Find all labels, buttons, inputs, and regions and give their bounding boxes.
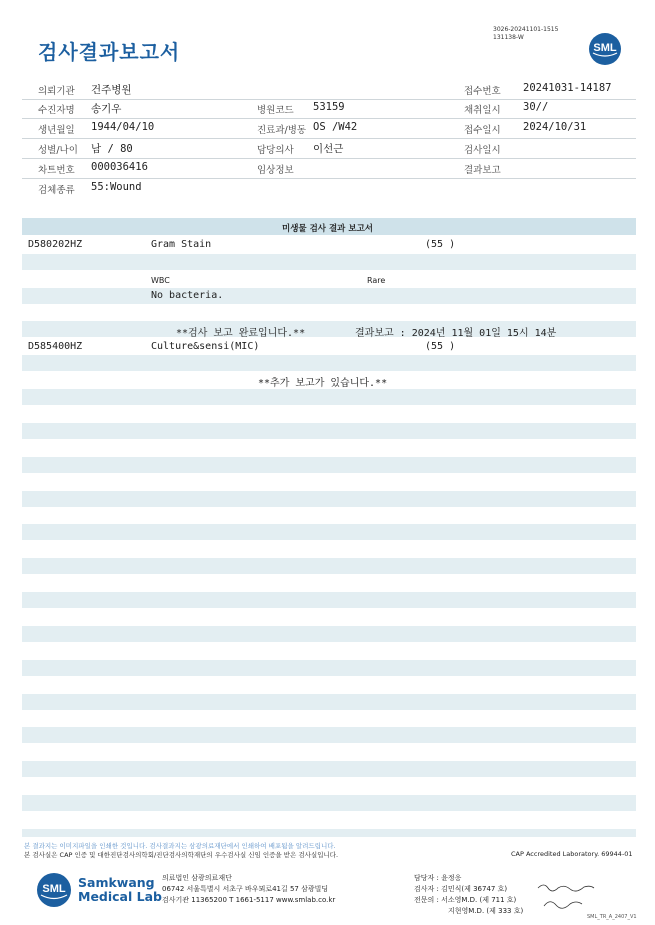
info-label: 임상정보 xyxy=(257,165,294,176)
wbc-value: Rare xyxy=(367,276,386,285)
info-value: 송기우 xyxy=(91,103,122,115)
result-row-band xyxy=(22,761,636,777)
info-value: 20241031-14187 xyxy=(523,82,612,94)
org-contact: 검사기관 11365200 T 1661-5117 www.smlab.co.kr xyxy=(162,896,336,904)
info-value: 1944/04/10 xyxy=(91,121,155,133)
sml-logo-icon xyxy=(588,32,622,66)
info-label: 결과보고 xyxy=(464,165,501,176)
info-value: 53159 xyxy=(313,101,345,113)
samkwang-logo-icon xyxy=(36,872,72,908)
result-row-band xyxy=(22,491,636,507)
report-code xyxy=(493,26,558,42)
info-label: 진료과/병동 xyxy=(257,125,307,136)
result-row-band xyxy=(22,524,636,540)
cap-accreditation: CAP Accredited Laboratory. 69944-01 xyxy=(511,850,633,858)
staff-specialist2: 지현영M.D. (제 333 호) xyxy=(448,907,524,915)
info-label: 성별/나이 xyxy=(38,145,78,156)
complete-message: **검사 보고 완료입니다.** xyxy=(176,328,306,339)
staff-examiner: 검사자 : 김민식(제 36747 호) xyxy=(414,885,508,893)
info-label: 생년월일 xyxy=(38,125,75,136)
page-title: 검사결과보고서 xyxy=(38,40,181,64)
staff-manager: 담당자 : 윤정응 xyxy=(414,874,462,882)
result-row-band xyxy=(22,355,636,371)
info-row-divider xyxy=(22,99,636,100)
additional-message: **추가 보고가 있습니다.** xyxy=(258,378,388,389)
brand-line1: Samkwang xyxy=(78,875,155,890)
result-row-band xyxy=(22,626,636,642)
staff-info xyxy=(414,873,523,917)
test1-specimen: (55 ) xyxy=(425,239,456,250)
info-label: 검사일시 xyxy=(464,145,501,156)
result-row-band xyxy=(22,457,636,473)
result-row-band xyxy=(22,389,636,405)
report-code-line1: 3026-20241101-1515 xyxy=(493,26,559,33)
form-code: SML_TR_A_2407_V1 xyxy=(587,914,637,920)
result-row-band xyxy=(22,254,636,270)
info-row-divider xyxy=(22,118,636,119)
info-value: OS /W42 xyxy=(313,121,358,133)
result-row-band xyxy=(22,795,636,811)
logo-top-text: SML xyxy=(593,42,617,54)
info-value: 2024/10/31 xyxy=(523,121,587,133)
info-label: 접수일시 xyxy=(464,125,501,136)
brand-line2: Medical Lab xyxy=(78,889,162,904)
info-value: 남 / 80 xyxy=(91,143,133,155)
result-row-band xyxy=(22,592,636,608)
test2-code: D585400HZ xyxy=(28,341,83,352)
info-row-divider xyxy=(22,158,636,159)
info-label: 검체종류 xyxy=(38,185,75,196)
test2-specimen: (55 ) xyxy=(425,341,456,352)
test1-name: Gram Stain xyxy=(151,239,212,250)
result-row-band xyxy=(22,694,636,710)
result-row-band xyxy=(22,829,636,837)
info-label: 병원코드 xyxy=(257,105,294,116)
info-label: 채취일시 xyxy=(464,105,501,116)
info-row-divider xyxy=(22,178,636,179)
info-value: 이선근 xyxy=(313,143,344,155)
report-code-line2: 131138-W xyxy=(493,34,524,41)
org-name: 의료법인 삼광의료재단 xyxy=(162,874,232,882)
notice-image-copy: 본 결과지는 이미지파일을 인쇄한 것입니다. 검사결과지는 삼광의료재단에서 인쇄하여 배포됨을 알려드립니다. xyxy=(24,842,336,850)
notice-accreditation: 본 검사실은 CAP 인증 및 대한진단검사의학회/진단검사의학재단의 우수검사실 신임 인증을 받은 검사실입니다. xyxy=(24,851,339,859)
result-row-band xyxy=(22,727,636,743)
result-row-band xyxy=(22,660,636,676)
info-label: 차트번호 xyxy=(38,165,75,176)
result-row-band xyxy=(22,558,636,574)
info-value: 30// xyxy=(523,101,549,113)
info-value: 000036416 xyxy=(91,161,148,173)
finding-text: No bacteria. xyxy=(151,290,224,301)
info-value: 55:Wound xyxy=(91,181,142,193)
test1-code: D580202HZ xyxy=(28,239,83,250)
logo-bottom-text: SML xyxy=(42,883,66,895)
info-label: 접수번호 xyxy=(464,86,501,97)
signature-icon xyxy=(536,880,596,910)
test2-name: Culture&sensi(MIC) xyxy=(151,341,260,352)
staff-specialist1: 전문의 : 서소영M.D. (제 711 호) xyxy=(414,896,517,904)
info-row-divider xyxy=(22,138,636,139)
report-time: 결과보고 : 2024년 11월 01일 15시 14분 xyxy=(355,328,557,339)
info-label: 의뢰기관 xyxy=(38,86,75,97)
info-label: 수진자명 xyxy=(38,105,75,116)
result-row-band xyxy=(22,423,636,439)
info-label: 담당의사 xyxy=(257,145,294,156)
result-row-band xyxy=(22,288,636,304)
section-title: 미생물 검사 결과 보고서 xyxy=(282,224,373,234)
organization-info xyxy=(162,873,335,906)
wbc-label: WBC xyxy=(151,276,170,285)
org-address: 06742 서울특별시 서초구 바우뫼로41길 57 삼광빌딩 xyxy=(162,885,329,893)
info-value: 건주병원 xyxy=(91,84,132,96)
brand-name xyxy=(78,876,162,904)
